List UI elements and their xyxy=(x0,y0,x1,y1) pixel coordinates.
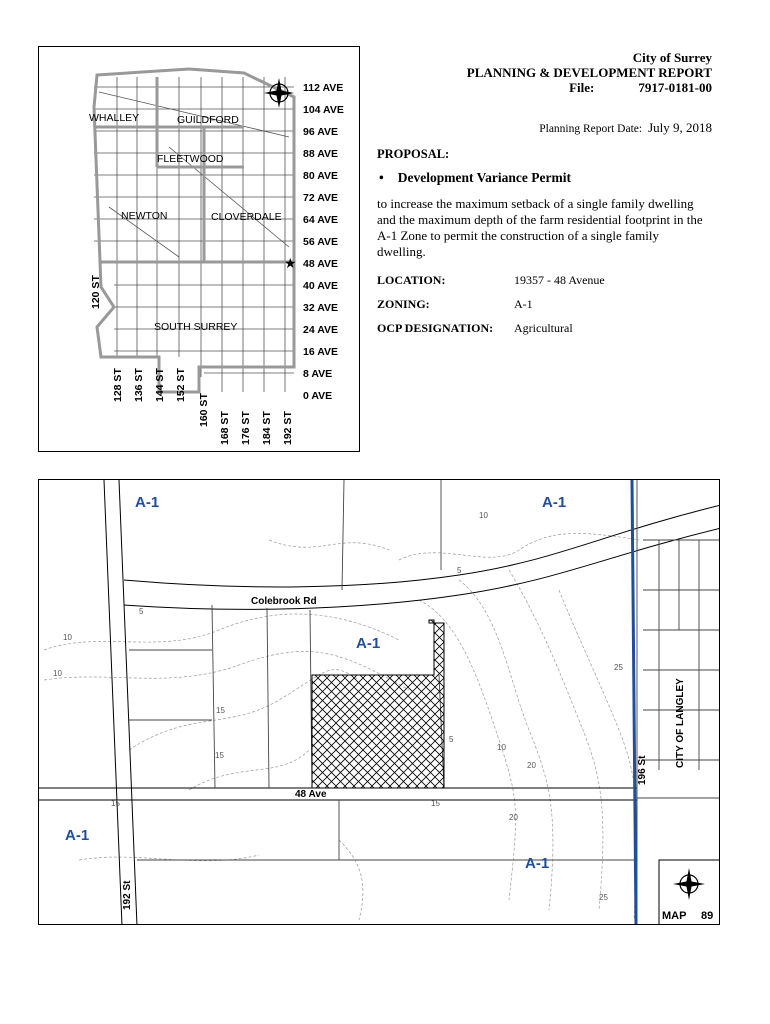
locator-map-graphic xyxy=(39,47,361,453)
street-label: 144 ST xyxy=(154,368,166,402)
report-header xyxy=(467,50,712,95)
report-date-label: Planning Report Date: xyxy=(539,123,643,135)
contour-label: 25 xyxy=(614,663,623,672)
locator-map xyxy=(38,46,360,452)
contour-label: 15 xyxy=(111,799,120,808)
street-label: 152 ST xyxy=(175,368,187,402)
city-name: City of Surrey xyxy=(632,50,712,65)
avenue-label: 16 AVE xyxy=(303,346,339,358)
contour-label: 5 xyxy=(139,607,144,616)
road-label-196-st: 196 St xyxy=(637,755,648,785)
street-labels xyxy=(90,275,294,445)
site-location-star-icon: ★ xyxy=(284,257,297,272)
field-location xyxy=(377,273,605,288)
street-label: 160 ST xyxy=(198,393,210,427)
map-label: MAP xyxy=(662,910,687,922)
zone-label: A-1 xyxy=(525,855,550,872)
zone-label: A-1 xyxy=(135,494,160,511)
field-zoning xyxy=(377,297,533,312)
contour-label: 10 xyxy=(479,511,488,520)
street-label: 128 ST xyxy=(112,368,124,402)
avenue-label: 72 AVE xyxy=(303,192,339,204)
road-label-colebrook: Colebrook Rd xyxy=(251,596,317,607)
zone-label: A-1 xyxy=(542,494,567,511)
area-label-south-surrey: SOUTH SURREY xyxy=(154,321,238,333)
avenue-label: 80 AVE xyxy=(303,170,339,182)
avenue-label: 112 AVE xyxy=(303,82,344,94)
file-row xyxy=(467,80,712,95)
report-date xyxy=(539,120,712,136)
avenue-label: 0 AVE xyxy=(303,390,333,402)
contour-label: 5 xyxy=(449,735,454,744)
proposal-bullet-text: Development Variance Permit xyxy=(397,170,571,185)
area-label-cloverdale: CLOVERDALE xyxy=(211,211,282,223)
report-date-value: July 9, 2018 xyxy=(648,120,712,135)
avenue-label: 48 AVE xyxy=(303,258,339,270)
contour-label: 20 xyxy=(509,813,518,822)
avenue-label: 8 AVE xyxy=(303,368,333,380)
field-value: Agricultural xyxy=(514,321,573,335)
field-value: A-1 xyxy=(514,297,533,311)
proposal-heading: PROPOSAL: xyxy=(377,147,450,161)
street-label: 192 ST xyxy=(282,411,294,445)
zone-label: A-1 xyxy=(356,635,381,652)
street-label: 168 ST xyxy=(219,411,231,445)
area-label-newton: NEWTON xyxy=(121,210,168,222)
contour-label: 10 xyxy=(53,669,62,678)
report-title: PLANNING & DEVELOPMENT REPORT xyxy=(466,65,712,80)
field-key: LOCATION: xyxy=(377,273,446,287)
proposal-description: to increase the maximum setback of a single family dwelling and the maximum depth of the farm residential footprint in the A-1 Zone to permit the construction of a single family dwelling. xyxy=(377,196,703,259)
area-label-whalley: WHALLEY xyxy=(89,112,140,124)
file-label: File: xyxy=(569,80,595,95)
avenue-label: 64 AVE xyxy=(303,214,339,226)
contour-label: 15 xyxy=(216,706,225,715)
locator-compass-icon xyxy=(264,78,294,108)
area-label-fleetwood: FLEETWOOD xyxy=(157,153,224,165)
avenue-label: 56 AVE xyxy=(303,236,339,248)
bullet-icon: • xyxy=(379,170,384,185)
file-number: 7917-0181-00 xyxy=(638,80,712,95)
avenue-label: 96 AVE xyxy=(303,126,339,138)
contour-label: 5 xyxy=(457,566,462,575)
contour-label: 25 xyxy=(599,893,608,902)
contour-label: 10 xyxy=(63,633,72,642)
street-label: 184 ST xyxy=(261,411,273,445)
avenue-label: 32 AVE xyxy=(303,302,339,314)
contour-label: 15 xyxy=(215,751,224,760)
municipality-label: CITY OF LANGLEY xyxy=(675,678,686,768)
street-label: 136 ST xyxy=(133,368,145,402)
avenue-label: 40 AVE xyxy=(303,280,339,292)
street-label: 120 ST xyxy=(90,275,102,309)
avenue-label: 88 AVE xyxy=(303,148,339,160)
road-label-192-st: 192 St xyxy=(122,880,133,910)
contour-label: 15 xyxy=(431,799,440,808)
avenue-labels xyxy=(303,82,344,402)
municipal-boundary xyxy=(632,480,636,925)
area-label-guildford: GUILDFORD xyxy=(177,114,239,126)
area-labels xyxy=(89,112,282,333)
proposal-bullet xyxy=(379,170,571,186)
avenue-label: 104 AVE xyxy=(303,104,344,116)
avenue-label: 24 AVE xyxy=(303,324,339,336)
map-number: 89 xyxy=(701,910,714,922)
contour-label: 10 xyxy=(497,743,506,752)
site-map xyxy=(38,479,720,925)
site-map-graphic xyxy=(39,480,720,925)
zone-label: A-1 xyxy=(65,827,90,844)
field-key: OCP DESIGNATION: xyxy=(377,321,494,335)
street-label: 176 ST xyxy=(240,411,252,445)
field-value: 19357 - 48 Avenue xyxy=(514,273,605,287)
contour-label: 20 xyxy=(527,761,536,770)
field-ocp-designation xyxy=(377,321,573,336)
road-label-48-ave: 48 Ave xyxy=(295,789,327,800)
field-key: ZONING: xyxy=(377,297,430,311)
